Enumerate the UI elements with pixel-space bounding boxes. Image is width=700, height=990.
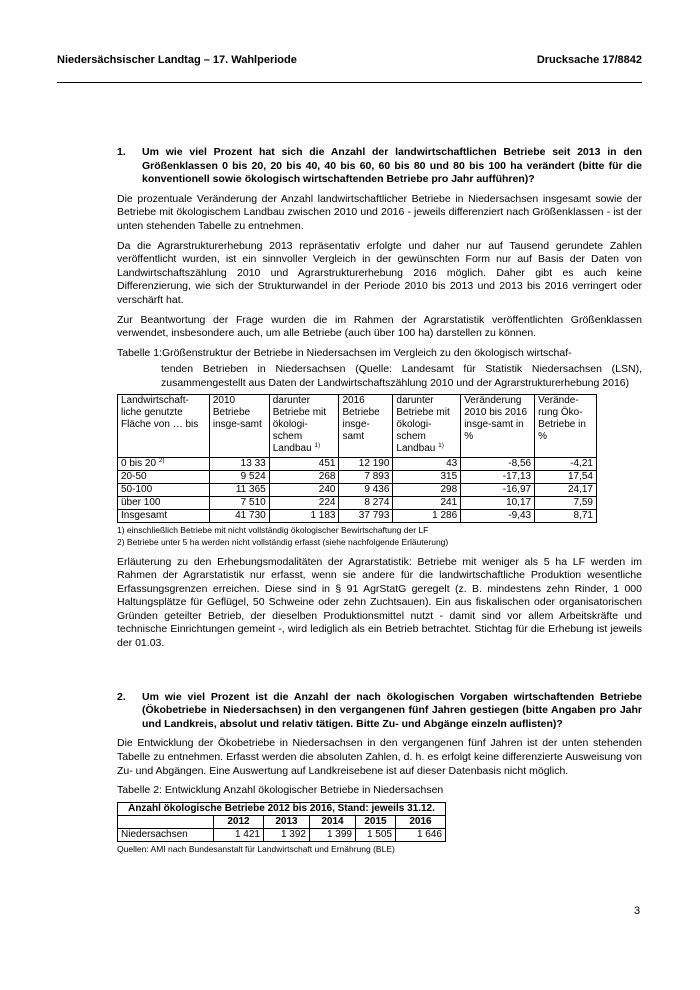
main-content (117, 146, 642, 855)
cell-value: 241 (393, 496, 461, 509)
question-1-text: Um wie viel Prozent hat sich die Anzahl der landwirtschaftlichen Betriebe seit 2013 in den Größenklassen 0 bis 20, 20 bis 40, 40 bis 60, 60 bis 80 und 80 bis 100 ha verändert (bitte für die konventionell sowie ökologisch wirtschaftenden Betriebe pro Jahr aufführen)? (142, 146, 642, 186)
cell-value: 1 392 (264, 828, 310, 841)
cell-value: -17,13 (461, 470, 535, 483)
question-2 (117, 691, 642, 732)
cell-value: 1 421 (214, 828, 264, 841)
cell-value: 11 365 (209, 483, 269, 496)
cell-value: 268 (269, 470, 339, 483)
cell-value: 17,54 (535, 470, 597, 483)
cell-value: 41 730 (209, 509, 269, 522)
survey-explanation: Erläuterung zu den Erhebungsmodalitäten der Agrarstatistik: Betriebe mit weniger als 5 ha LF werden im Rahmen der Agrarstatistik nur erfasst, wenn sie andere für die landwirtschaftliche Produktion wesentliche Erfassungsgrenzen erreichen. Diese sind in § 91 AgrStatG geregelt (z. B. mindestens zehn Rinder, 1 000 Haltungsplätze für Geflügel, 50 Schweine oder zehn Zuchtsauen). Ein aus fiskalischen oder organisatorischen Gründen geteilter Betrieb, der dieselben Produktionsmittel nutzt - damit sind vor allem Arbeitskräfte und technische Einrichtungen gemeint -, wird lediglich als ein Betrieb betrachtet. Stichtag für die Erhebung ist jeweils der 01.03. (117, 555, 642, 650)
table-2-title: Anzahl ökologische Betriebe 2012 bis 2016, Stand: jeweils 31.12. (118, 802, 446, 815)
cell-value: 12 190 (339, 457, 393, 470)
header-eco-farms-2010: darunter Betriebe mit ökologi-schem Landbau $^{1)}$ (269, 394, 339, 457)
row-label: 20-50 (118, 470, 210, 483)
cell-value: 1 505 (356, 828, 396, 841)
cell-value: 7,59 (535, 496, 597, 509)
table-row (118, 457, 597, 470)
table-1-footnote-1: 1) einschließlich Betriebe mit nicht vollständig ökologischer Bewirtschaftung der LF (117, 524, 429, 535)
table-row-total (118, 509, 597, 522)
header-eco-farms-2016: darunter Betriebe mit ökologi-schem Landbau $^{1)}$ (393, 394, 461, 457)
size-structure-table (117, 394, 597, 523)
cell-value: 10,17 (461, 496, 535, 509)
table-2-year-row (118, 815, 446, 828)
year-header: 2016 (396, 815, 446, 828)
cell-value: 240 (269, 483, 339, 496)
cell-value: -9,43 (461, 509, 535, 522)
cell-value: 315 (393, 470, 461, 483)
eco-farms-table (117, 802, 446, 842)
header-change-eco: Verände-rung Öko-Betriebe in % (535, 394, 597, 457)
row-label: über 100 (118, 496, 210, 509)
answer-1-paragraph-3: Zur Beantwortung der Frage wurden die im Rahmen der Agrarstatistik veröffentlichten Größenklassen verwendet, insbesondere auch, um alle Betriebe (auch über 100 ha) darstellen zu können. (117, 313, 642, 340)
cell-value: 1 399 (310, 828, 356, 841)
table-row (118, 483, 597, 496)
year-header: 2013 (264, 815, 310, 828)
header-farms-2016: 2016 Betriebe insge-samt (339, 394, 393, 457)
row-label: 0 bis 20 $^{2)}$ (118, 457, 210, 470)
table-row (118, 470, 597, 483)
row-label: Niedersachsen (118, 828, 214, 841)
cell-value: -4,21 (535, 457, 597, 470)
table-row (118, 496, 597, 509)
page-number: 3 (634, 905, 641, 917)
parliament-label: Niedersächsischer Landtag – 17. Wahlperiode (57, 54, 297, 66)
cell-value: 37 793 (339, 509, 393, 522)
answer-2-paragraph-1: Die Entwicklung der Ökobetriebe in Niedersachsen in den vergangenen fünf Jahren ist der unten stehenden Tabelle zu entnehmen. Erfasst werden die absoluten Zahlen, d. h. es erfolgt keine differenzierte Ausweisung von Zu- und Abgängen. Eine Auswertung auf Landkreisebene ist auf dieser Datenbasis nicht möglich. (117, 737, 642, 777)
cell-value: 9 524 (209, 470, 269, 483)
table-2-caption: Tabelle 2: Entwicklung Anzahl ökologischer Betriebe in Niedersachsen (117, 784, 444, 797)
cell-value: 1 646 (396, 828, 446, 841)
cell-value: 8,71 (535, 509, 597, 522)
table-1-caption-continuation: tenden Betrieben in Niedersachsen (Quelle: Landesamt für Statistik Niedersachsen (LSN), zusammengestellt aus Daten der Landwirtschaftszählung 2010 und der Agrarstrukturerhebung 2016) (161, 363, 642, 389)
cell-value: 24,17 (535, 483, 597, 496)
year-header: 2012 (214, 815, 264, 828)
row-label: 50-100 (118, 483, 210, 496)
table-row (118, 828, 446, 841)
cell-value: 1 183 (269, 509, 339, 522)
answer-1-paragraph-1: Die prozentuale Veränderung der Anzahl landwirtschaftlicher Betriebe in Niedersachsen insgesamt sowie der Betriebe mit ökologischem Landbau zwischen 2010 und 2016 - jeweils differenziert nach Größenklassen - ist der unten stehenden Tabelle zu entnehmen. (117, 192, 642, 232)
answer-1-paragraph-2: Da die Agrarstrukturerhebung 2013 repräsentativ erfolgte und daher nur auf Tausend gerundete Zahlen veröffentlicht wurden, ist ein sinnvoller Vergleich in der gewünschten Form nur auf Basis der Daten von Landwirtschaftszählung 2010 und Agrarstrukturerhebung 2016 möglich. Daher gibt es auch keine Differenzierung, wie sich der Strukturwandel in der Periode 2010 bis 2013 und 2013 bis 2016 verringert oder verschärft hat. (117, 239, 642, 306)
table-1-caption (117, 347, 642, 361)
header-area-class: Landwirtschaft-liche genutzte Fläche von … bis (118, 394, 210, 457)
cell-value: 298 (393, 483, 461, 496)
year-header: 2015 (356, 815, 396, 828)
question-1-number: 1. (117, 146, 126, 158)
year-header: 2014 (310, 815, 356, 828)
cell-value: -8,56 (461, 457, 535, 470)
question-1 (117, 146, 642, 187)
cell-value: 224 (269, 496, 339, 509)
cell-value: 451 (269, 457, 339, 470)
cell-value: 8 274 (339, 496, 393, 509)
cell-value: 43 (393, 457, 461, 470)
header-divider (57, 82, 642, 83)
table-2-source: Quellen: AMI nach Bundesanstalt für Landwirtschaft und Ernährung (BLE) (117, 843, 395, 854)
table-1-footnote-2: 2) Betriebe unter 5 ha werden nicht vollständig erfasst (siehe nachfolgende Erläuterung) (117, 536, 449, 547)
question-2-number: 2. (117, 690, 126, 703)
cell-value: 7 893 (339, 470, 393, 483)
cell-value: 13 33 (209, 457, 269, 470)
document-number: Drucksache 17/8842 (536, 54, 642, 66)
cell-value: 7 510 (209, 496, 269, 509)
cell-value: 1 286 (393, 509, 461, 522)
question-2-text: Um wie viel Prozent ist die Anzahl der nach ökologischen Vorgaben wirtschaftenden Betriebe (Ökobetriebe in Niedersachsen) in den vergangenen fünf Jahren gestiegen (bitte Angaben pro Jahr und Landkreis, absolut und relativ tätigen. Bitte Zu- und Abgänge einzeln auflisten)? (142, 690, 642, 730)
table-1-caption-label: Tabelle 1: (117, 346, 162, 359)
table-header-row (118, 394, 597, 457)
table-1-caption-first-line: Größenstruktur der Betriebe in Niedersachsen im Vergleich zu den ökologisch wirtschaf- (161, 346, 572, 359)
page-header (57, 54, 642, 66)
row-label: Insgesamt (118, 509, 210, 522)
header-change-total: Veränderung 2010 bis 2016 insge-samt in % (461, 394, 535, 457)
header-farms-2010: 2010 Betriebe insge-samt (209, 394, 269, 457)
cell-value: 9 436 (339, 483, 393, 496)
cell-value: -16,97 (461, 483, 535, 496)
